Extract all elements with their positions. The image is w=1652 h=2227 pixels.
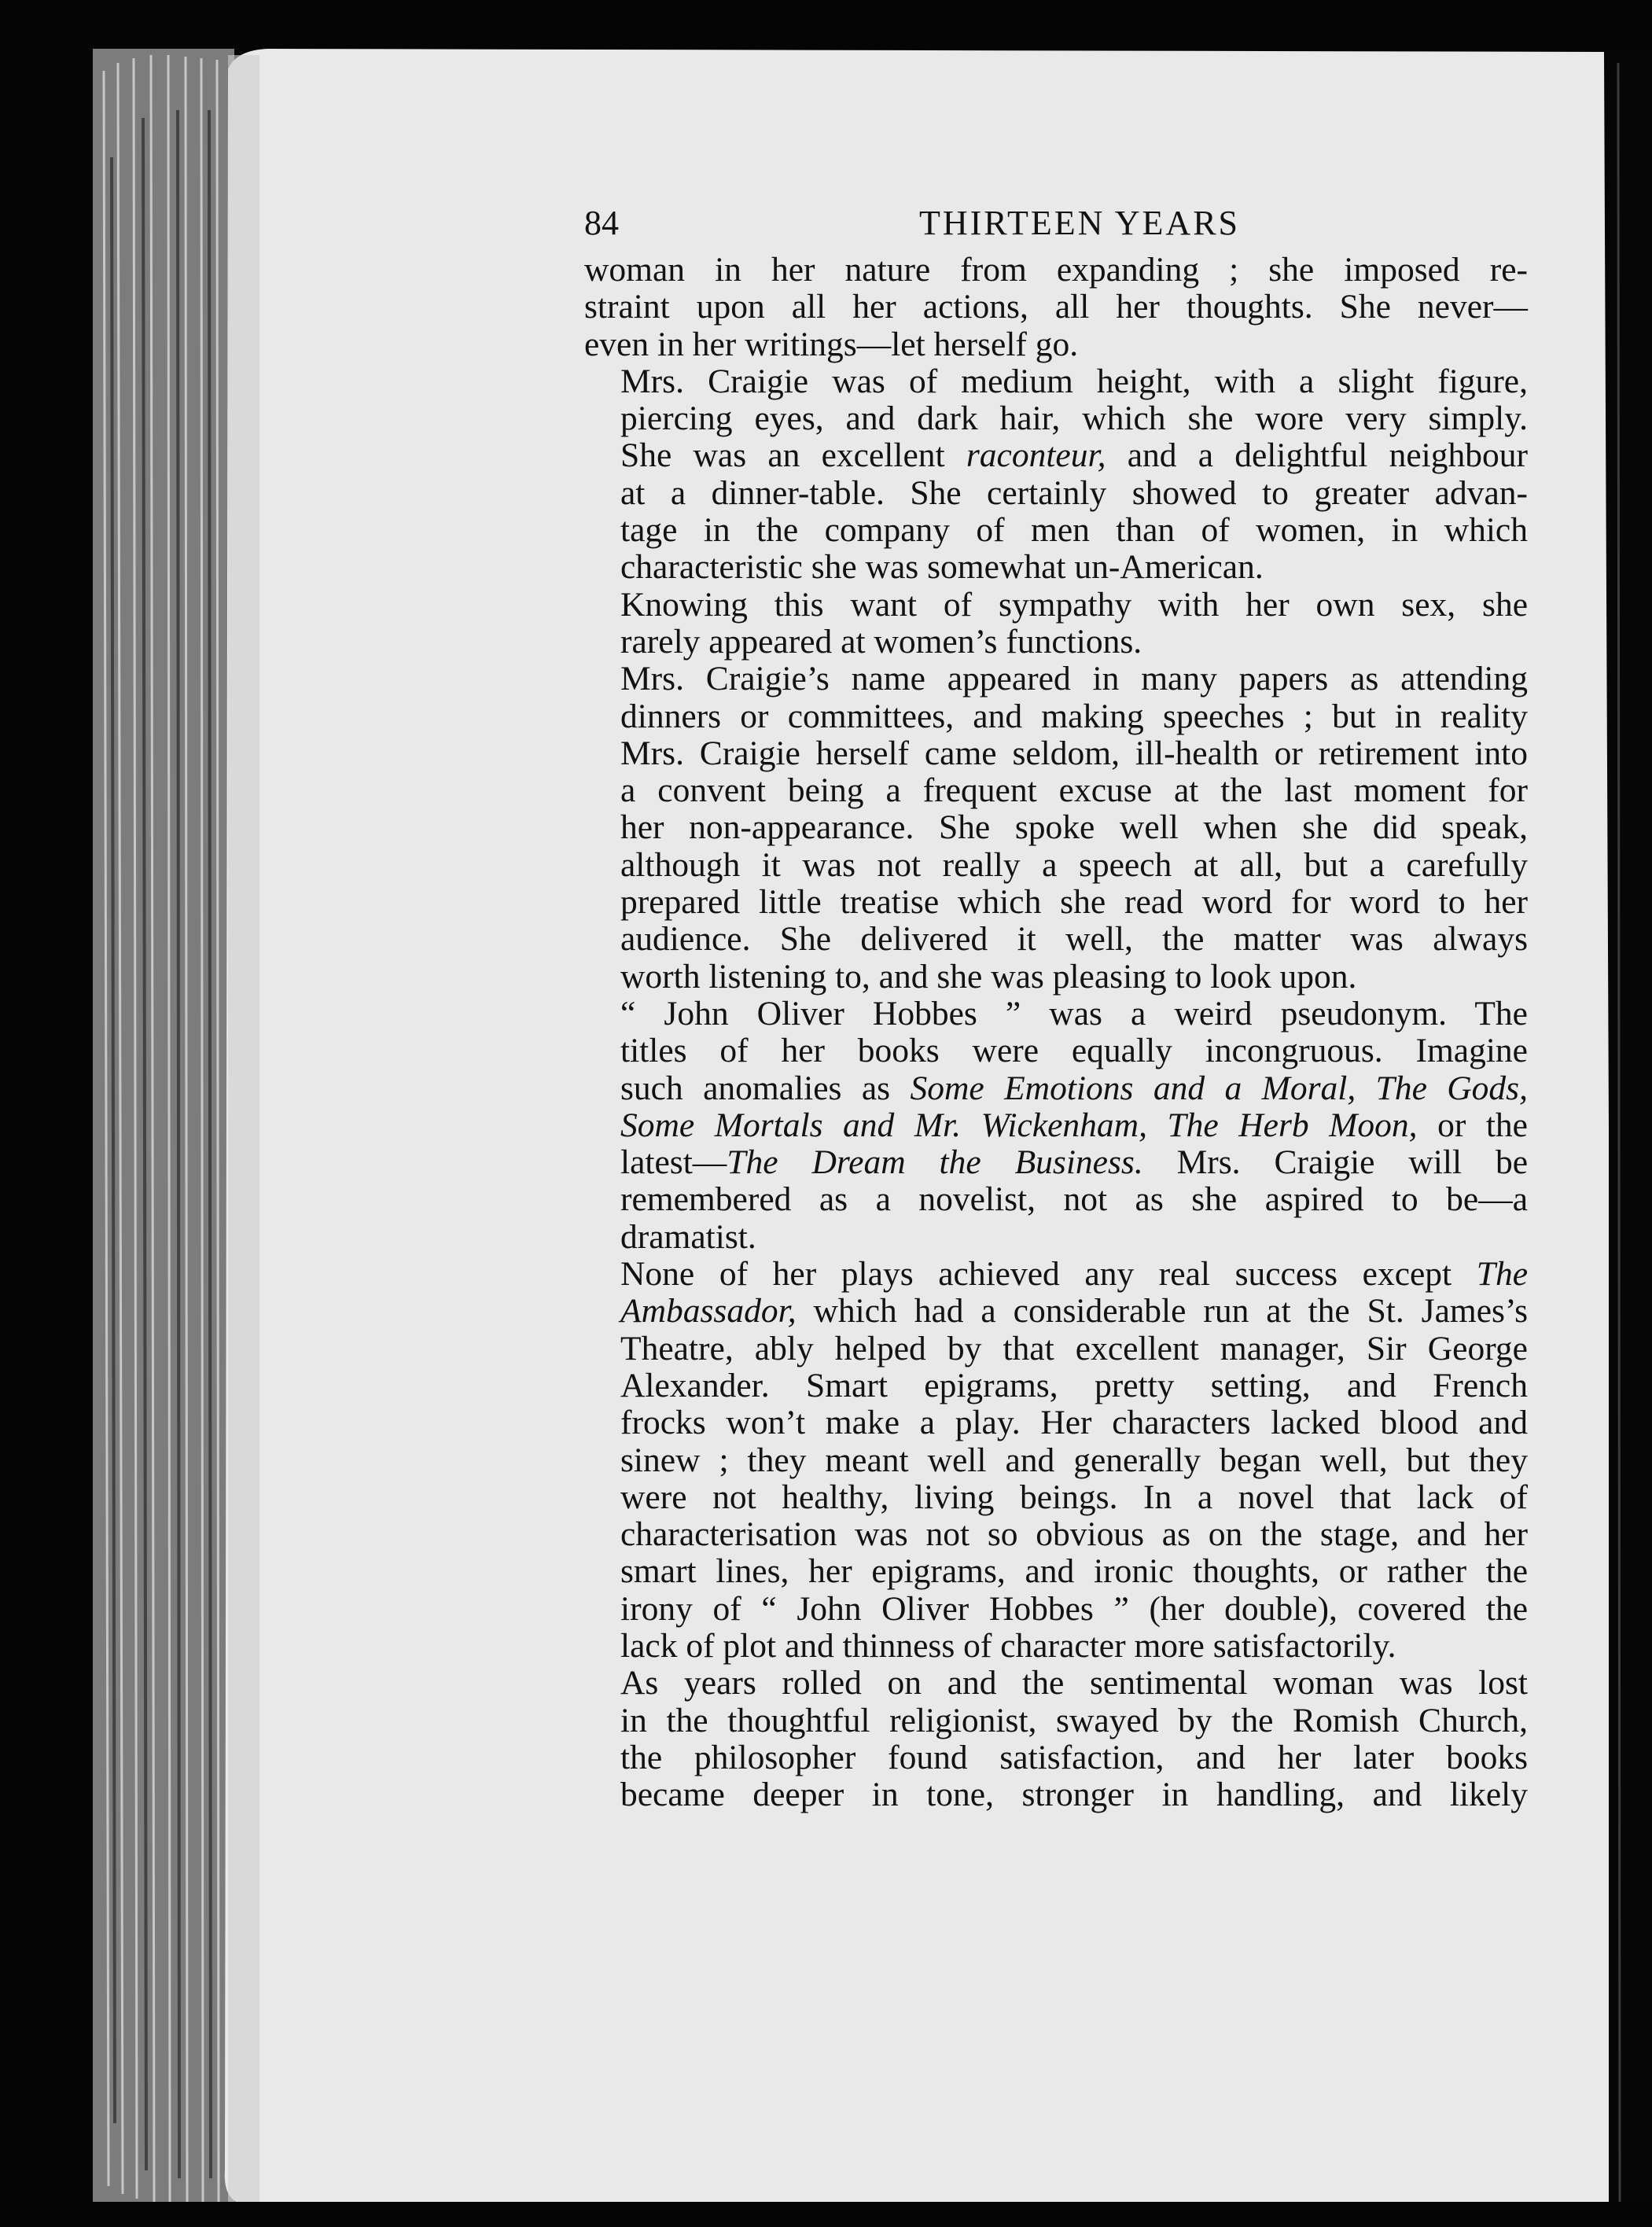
- paragraph: [584, 252, 1528, 363]
- paragraph: [584, 363, 1528, 587]
- text-line: Mrs. Craigie’s name appeared in many papers as attending: [620, 660, 1528, 698]
- text-line: such anomalies as Some Emotions and a Moral, The Gods,: [620, 1069, 1528, 1107]
- italic-title: The Dream the Business.: [727, 1143, 1143, 1182]
- text-line: frocks won’t make a play. Her characters lacked blood and: [620, 1404, 1528, 1442]
- text-line: Theatre, ably helped by that excellent manager, Sir George: [620, 1329, 1528, 1367]
- text-line: characteristic she was somewhat un-American.: [620, 548, 1264, 587]
- text-line: sinew ; they meant well and generally began well, but they: [620, 1441, 1528, 1479]
- text-line: latest—The Dream the Business. Mrs. Craigie will be: [620, 1143, 1528, 1182]
- text-line: remembered as a novelist, not as she aspired to be—a: [620, 1180, 1528, 1219]
- text-line: Knowing this want of sympathy with her own sex, she: [620, 585, 1528, 624]
- paragraph: [584, 996, 1528, 1256]
- text-line: at a dinner-table. She certainly showed to greater advan-: [620, 473, 1528, 512]
- body-text: [584, 252, 1528, 1813]
- page-text-block: [584, 195, 1528, 1813]
- paragraph: [584, 1256, 1528, 1665]
- text-line: Ambassador, which had a considerable run at the St. James’s: [620, 1292, 1528, 1331]
- text-line: her non-appearance. She spoke well when she did speak,: [620, 808, 1528, 847]
- italic-title: Some Mortals and Mr. Wickenham, The Herb Moon,: [620, 1106, 1418, 1144]
- text-line: irony of “ John Oliver Hobbes ” (her double), covered the: [620, 1589, 1528, 1628]
- text-line: straint upon all her actions, all her thoughts. She never—: [584, 288, 1528, 326]
- italic-title: Ambassador,: [620, 1292, 797, 1331]
- text-line: woman in her nature from expanding ; she imposed re-: [584, 251, 1528, 289]
- italic-title: raconteur,: [966, 436, 1106, 475]
- text-line: smart lines, her epigrams, and ironic thoughts, or rather the: [620, 1552, 1528, 1591]
- text-line: characterisation was not so obvious as on the stage, and her: [620, 1515, 1528, 1554]
- text-line: a convent being a frequent excuse at the last moment for: [620, 771, 1528, 810]
- text-line: even in her writings—let herself go.: [584, 325, 1079, 363]
- right-page-edge: [1609, 52, 1652, 2227]
- text-line: prepared little treatise which she read word for word to her: [620, 883, 1528, 922]
- text-line: Alexander. Smart epigrams, pretty setting, and French: [620, 1366, 1528, 1404]
- text-line: titles of her books were equally incongruous. Imagine: [620, 1032, 1528, 1070]
- text-line: tage in the company of men than of women, in which: [620, 511, 1528, 550]
- text-line: Mrs. Craigie herself came seldom, ill-health or retirement into: [620, 734, 1528, 772]
- text-line: As years rolled on and the sentimental woman was lost: [620, 1664, 1528, 1702]
- text-line: became deeper in tone, stronger in handling, and likely: [620, 1776, 1528, 1814]
- text-line: lack of plot and thinness of character more satisfactorily.: [620, 1626, 1396, 1665]
- text-line: None of her plays achieved any real success except The: [620, 1255, 1528, 1294]
- italic-title: The: [1476, 1255, 1528, 1294]
- page-number: 84: [584, 204, 619, 242]
- text-line: were not healthy, living beings. In a novel that lack of: [620, 1478, 1528, 1516]
- text-line: in the thoughtful religionist, swayed by the Romish Church,: [620, 1701, 1528, 1739]
- text-line: Mrs. Craigie was of medium height, with a slight figure,: [620, 362, 1528, 400]
- text-line: She was an excellent raconteur, and a delightful neighbour: [620, 436, 1528, 475]
- bottom-shadow: [0, 2202, 1652, 2227]
- text-line: piercing eyes, and dark hair, which she wore very simply.: [620, 399, 1528, 438]
- text-line: audience. She delivered it well, the matter was always: [620, 920, 1528, 959]
- text-line: the philosopher found satisfaction, and her later books: [620, 1738, 1528, 1776]
- running-header: [584, 195, 1528, 252]
- running-title: THIRTEEN YEARS: [918, 204, 1241, 242]
- paragraph: [584, 1665, 1528, 1813]
- text-line: rarely appeared at women’s functions.: [620, 622, 1142, 661]
- text-line: Some Mortals and Mr. Wickenham, The Herb Moon, or the: [620, 1106, 1528, 1144]
- text-line: although it was not really a speech at all, but a carefully: [620, 845, 1528, 884]
- paragraph: [584, 661, 1528, 996]
- text-line: dinners or committees, and making speeches ; but in reality: [620, 697, 1528, 735]
- italic-title: Some Emotions and a Moral, The Gods,: [910, 1069, 1528, 1107]
- paragraph: [584, 587, 1528, 661]
- text-line: “ John Oliver Hobbes ” was a weird pseudonym. The: [620, 994, 1528, 1033]
- text-line: worth listening to, and she was pleasing to look upon.: [620, 957, 1357, 996]
- text-line: dramatist.: [620, 1217, 756, 1256]
